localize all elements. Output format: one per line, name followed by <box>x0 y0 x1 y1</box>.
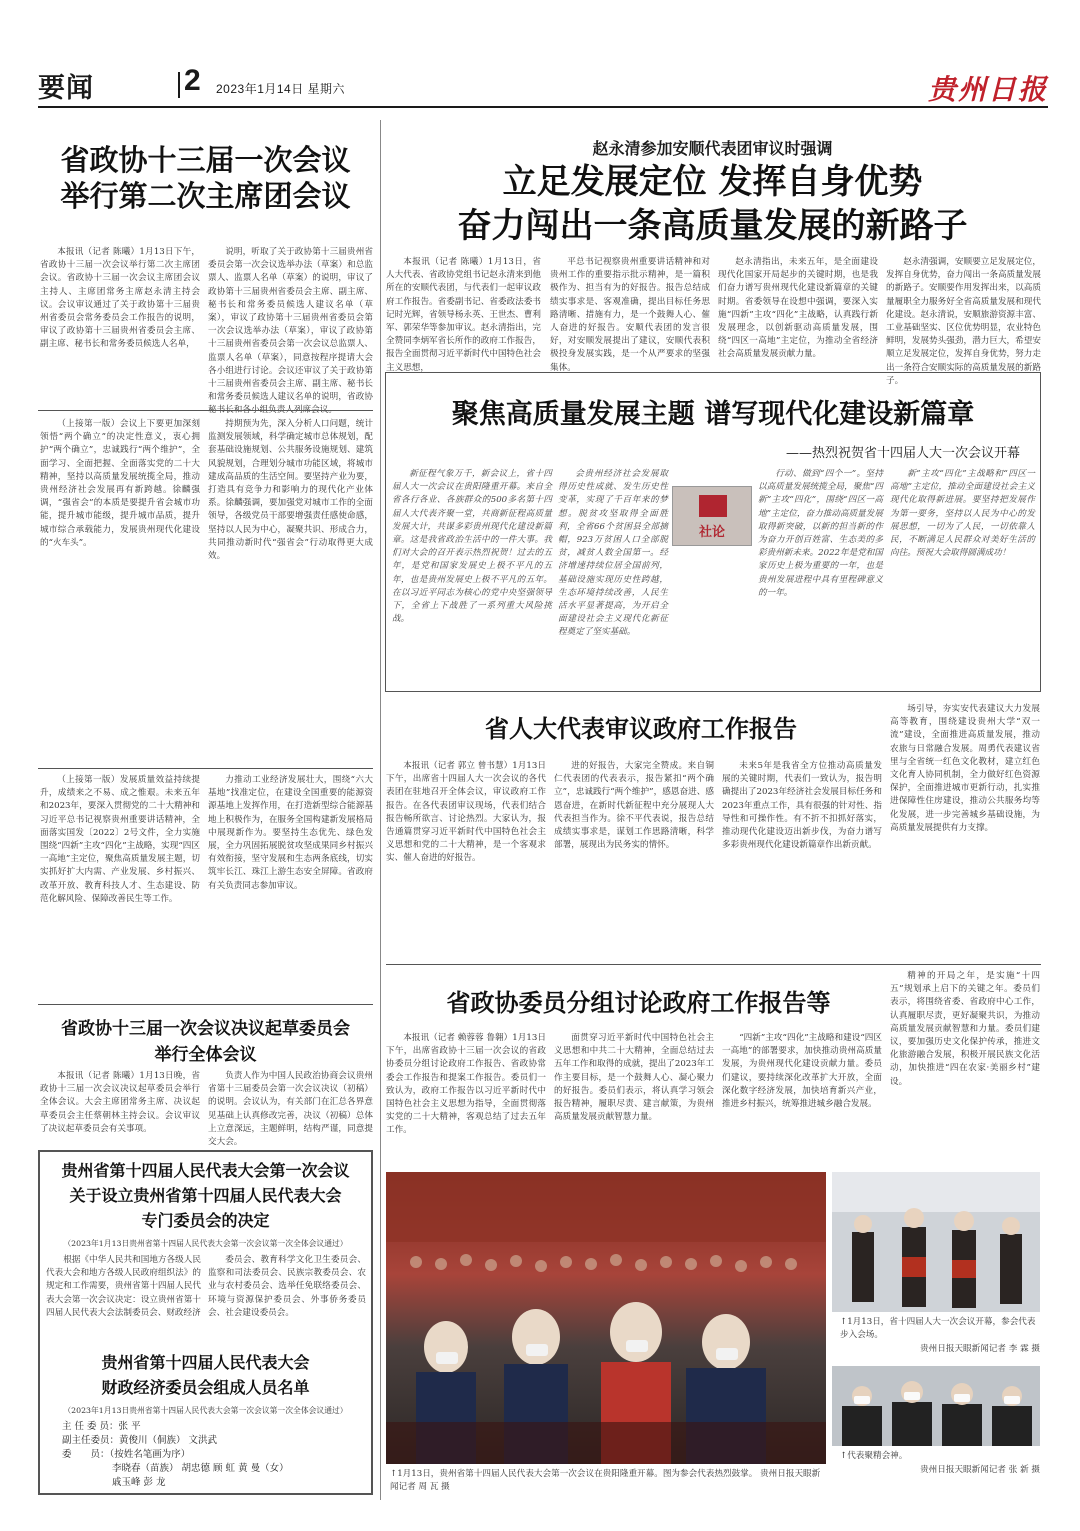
paragraph: 未来5年是我省全方位推动高质量发展的关键时期，代表们一致认为，报告明确提出了2023年经济社会发展目标任务和2023年重点工作，具有很强的针对性、指导性和可操作性。有不折不扣抓好落实，推动现代化建设迈出新步伐，为奋力谱写多彩贵州现代化建设新篇章作出新贡献。 <box>722 761 882 851</box>
commentary-badge-label: 社论 <box>698 525 725 540</box>
cppcc-groups-col4 <box>890 970 1040 1164</box>
cppcc-groups-col3 <box>722 1032 882 1164</box>
side-photo-2-caption: ↑代表聚精会神。 <box>840 1451 908 1461</box>
commentary-col1 <box>392 468 552 683</box>
roster-line: 主 任 委 员：张 平 <box>62 1421 141 1432</box>
paragraph: 说明，听取了关于政协第十三届贵州省委员会第一次会议选举办法（草案）和总监票人、监票人名单（草案）的说明，审议了政协第十三届贵州省委员会主席、副主席、秘书长和常务委员候选人建议名单（草案），审议了政协第十三届贵州省委员会第一次会议选举办法（草案），审议了政协第十三届贵州省委员会第一次会议总监票人、监票人名单（草案），同意按程序提请大会各小组进行讨论。会议还审议了关于政协第十三届贵州省委员会主席、副主席、秘书长和常务委员候选人建议名单的说明，省政协 <box>208 247 373 403</box>
paragraph: 行动、做到“四个一”。坚持以高质量发展统揽全局，聚焦“四新”主攻“四化”，围绕“四区一高地”主定位，奋力推动高质量发展取得新突破，以新的担当新的作为奋力开创百姓富、生态美的多彩贵州新未来。2022年是党和国家历史上极为重要的一年，也是贵州发展进程中具有里程碑意义的一年。 <box>758 469 883 598</box>
paragraph: 本报讯（记者 陈曦）1月13日晚，省政协十三届一次会议决议起草委员会举行全体会议。大会主席团常务主席、决议起草委员会主任蔡朝林主持会议。会议审议了决议起草委员会有关事项。 <box>40 1071 200 1134</box>
side-photo-1-credit: 贵州日报天眼新闻记者 李 霖 摄 <box>920 1344 1040 1354</box>
page-number: 2 <box>184 64 201 97</box>
roster-line: 副主任委员：黄俊川（侗族） 文洪武 <box>62 1435 218 1446</box>
main-photo <box>386 1172 826 1464</box>
paragraph: 根据《中华人民共和国地方各级人民代表大会和地方各级人民政府组织法》的规定和工作需要，贵州省第十四届人民代表大会第一次会议决定：设立贵州省第十四届人民代表大会法制委员会、财政经济 <box>46 1255 201 1318</box>
cppcc-presidium-title-line1: 省政协十三届一次会议 <box>60 143 351 177</box>
divider <box>38 1004 373 1005</box>
decision-col2 <box>208 1254 366 1340</box>
divider <box>38 768 373 769</box>
paragraph: 本报讯（记者 陈曦）1月13日下午，省政协十三届一次会议举行第二次主席团会议。省政协十三届一次会议主席团会议主持人、主席团常务主席赵永清主持会议。会议审议通过了关于政协第十三届贵州省委员会常务委员会工作报告的说明，审议了政协第十三届贵州省委员会主席、副主席、秘书长和常务委员候选人名单， <box>40 247 200 350</box>
npc-review-title: 省人大代表审议政府工作报告 <box>485 714 797 743</box>
paragraph: 进的好报告，大家完全赞成。来自铜仁代表团的代表表示，报告紧扣“两个确立”，忠诚践行“两个维护”，感恩奋进、感恩奋进，在新时代新征程中充分展现人大代表担当作为。徐不平代表说，报告总结成绩实事求是，谋划工作思路清晰，科学部署，展现出为民务实的情怀。 <box>554 761 714 851</box>
commentary-subtitle: ——热烈祝贺省十四届人大一次会议开幕 <box>785 446 1020 461</box>
roster-line: 戚玉峰 彭 龙 <box>112 1477 166 1488</box>
continued-2-col1 <box>40 774 200 999</box>
main-title-line1: 立足发展定位 发挥自身优势 <box>502 162 923 202</box>
npc-review-col2 <box>554 760 714 960</box>
assembly-photo-image <box>386 1172 826 1464</box>
roster-title-line1: 贵州省第十四届人民代表大会 <box>101 1353 310 1372</box>
paragraph: 新”主攻“四化”主战略和“四区一高地”主定位，推动全面建设社会主义现代化取得新进展。要坚持把发展作为第一要务，坚持以人民为中心的发展思想，一切为了人民，一切依靠人民，不断满足人民群众对美好生活的向往。预祝大会取得圆满成功！ <box>890 469 1035 559</box>
representatives-walking-image <box>832 1172 1040 1312</box>
side-photo-1-caption: ↑1月13日，省十四届人大一次会议开幕，参会代表步入会场。 <box>840 1317 1036 1340</box>
commentary-col4 <box>890 468 1035 683</box>
issue-date: 2023年1月14日 星期六 <box>216 82 346 96</box>
paragraph: （上接第一版）会议上下要更加深刻领悟“两个确立”的决定性意义，衷心拥护“两个确立”，忠诚践行“两个维护”，全面学习、全面把握、全面落实党的二十大精神，坚持以高质量发展统揽全局，推动贵州经济社会发展再有新跨越。徐麟强调，“强省会”的本质是要提升省会城市功能，提升城市能级，提升城市品质，提升城市综合承载能力，发展贵州现代化建设的“火车头”。 <box>40 419 200 548</box>
paragraph: 本报讯（记者 郭立 曾书慧）1月13日下午，出席省十四届人大一次会议的各代表团在驻地召开全体会议，审议政府工作报告。在各代表团审议现场，代表们结合报告畅所欲言、讨论热烈。大家认为，报告通篇贯穿习近平新时代中国特色社会主义思想和党的二十大精神，是一个客观求实、催人奋进的好报告。 <box>386 761 546 864</box>
draft-title-line1: 省政协十三届一次会议决议起草委员会 <box>61 1019 350 1039</box>
main-article-col4 <box>886 256 1041 386</box>
representatives-listening-image <box>832 1366 1040 1446</box>
paragraph: 本报讯（记者 陈曦）1月13日，省人大代表、省政协党组书记赵永清来到他所在的安顺代表团，与代表们一起审议政府工作报告。省委副书记、省委政法委书记时光辉，省领导杨永英、王世杰、曹利军、郭荣华等参加审议。赵永清指出，完全赞同李炳军省长所作的政府工作报告，报告全面贯彻习近平新时代中国特色社会主义思想， <box>386 257 541 373</box>
paragraph: 场引导，夯实安代表建议大力发展高等教育，围绕建设贵州大学“双一流”建设，全面推进高质量发展，推动农旅与日常融合发展。周勇代表建议省里与全省统一红色文化教材，建立红色文化育人协同机制，全力做好红色资源保护，全面推进城市更新行动，扎实推进保障性住房建设，推动公共服务均等化发展，进一步完善城乡基础设施，为高质量发展提供有力支撑。 <box>890 704 1040 833</box>
main-article-col2 <box>550 256 710 373</box>
main-article-col3 <box>718 256 878 360</box>
draft-committee-col2 <box>208 1070 373 1148</box>
continued-2-col2 <box>208 774 373 999</box>
roster-title-line2: 财政经济委员会组成人员名单 <box>101 1378 310 1397</box>
newspaper-logo: 贵州日报 <box>927 73 1048 106</box>
cppcc-presidium-title-line2: 举行第二次主席团会议 <box>60 179 351 214</box>
cppcc-presidium-col2 <box>208 246 373 404</box>
continued-1-col2 <box>208 418 373 763</box>
main-title-line2: 奋力闯出一条高质量发展的新路子 <box>457 206 968 246</box>
draft-title-line2: 举行全体会议 <box>154 1045 257 1065</box>
side-photo-2-credit: 贵州日报天眼新闻记者 张 新 摄 <box>920 1465 1040 1475</box>
paragraph: 平总书记视察贵州重要讲话精神和对贵州工作的重要指示批示精神，是一篇积极作为、担当有为的好报告。报告总结成绩实事求是、客观准确，提出目标任务思路清晰、措施有力，是一个鼓舞人心、催人奋进的好报告。安顺代表团的发言很好，对安顺发展提出了建议，安顺代表积极投身发展实践，是一个从严要求的坚强集体。 <box>550 257 710 373</box>
masthead <box>38 66 1048 104</box>
paragraph: 持期预为先，深入分析人口问题，统计监测发展领域，科学确定城市总体规划，配套基础设施规划、公共服务设施规划、建筑风貌规划，合理划分城市功能区域，将城市建成高品质的生活空间。要坚持产业为要，打造具有竞争力和影响力的现代化产业体系。徐麟强调，要加强党对城市工作的全面领导，各级党员干部要增强责任感使命感，坚持以人民为中心，凝聚共识、形成合力，共同推动新时代“强省会”行动取得更大成效。 <box>208 419 373 562</box>
column-separator <box>380 120 381 1500</box>
commentary-badge <box>672 486 752 546</box>
main-article-kicker: 赵永清参加安顺代表团审议时强调 <box>592 139 833 158</box>
paragraph: 赵永清强调，安顺要立足发展定位，发挥自身优势，奋力闯出一条高质量发展的新路子。安顺要作用发挥出来，以高质量履职全力服务好全省高质量发展和现代化建设。赵永清说，安顺旅游资源丰富、工业基础坚实、区位优势明显，农业特色鲜明，发展势头强劲，潜力巨大，希望安顺立足发展定位，发挥自身优势，努力走出一条符合安顺实际的高质量发展的新路子。 <box>886 257 1041 386</box>
paragraph: 委员会、教育科学文化卫生委员会、监察和司法委员会、民族宗教委员会、农业与农村委员会、选举任免联络委员会、环境与资源保护委员会、外事侨务委员会、社会建设委员会。 <box>208 1255 366 1318</box>
paragraph: 面贯穿习近平新时代中国特色社会主义思想和中共二十大精神，全面总结过去五年工作和取得的成就，提出了2023年工作主要目标，是一个鼓舞人心、凝心聚力的好报告。委员们表示，将认真学习领会报告精神，履职尽责、建言献策，为贵州高质量发展贡献智慧力量。 <box>554 1033 714 1123</box>
paragraph: 本报讯（记者 赖蓉蓉 鲁翱）1月13日下午，出席省政协十三届一次会议的省政协委员分组讨论政府工作报告、省政协常委会工作报告和提案工作报告。委员们一致认为，政府工作报告以习近平新时代中国特色社会主义思想为指导，全面贯彻落实党的二十大精神，客观总结了过去五年工作。 <box>386 1033 546 1136</box>
paragraph: 力推动工业经济发展壮大，围绕“六大基地”找准定位，在建设全国重要的能源资源基地上发挥作用，在打造新型综合能源基地上积极作为，在服务全国构建新发展格局中展现新作为。要坚持生态优先、绿色发展，全力巩固拓展脱贫攻坚成果同乡村振兴有效衔接，坚守发展和生态两条底线，切实筑牢长江、珠江上游生态安全屏障。省政府有关负责同志参加审议。 <box>208 775 373 891</box>
cppcc-presidium-title <box>38 142 373 215</box>
continued-1-col1 <box>40 418 200 763</box>
paragraph: 赵永清指出，未来五年，是全面建设现代化国家开局起步的关键时期，也是我们奋力谱写贵州现代化建设新篇章的关键时期。省委领导在设想中强调，要深入实施“四新”主攻“四化”主战略，认真践行新发展理念，以创新驱动高质量发展，围绕“四区一高地”主定位，为推动全省经济社会高质量发展贡献力量。 <box>718 257 878 360</box>
decision-note: （2023年1月13日贵州省第十四届人民代表大会第一次会议第一次全体会议通过） <box>63 1239 348 1248</box>
commentary-col3 <box>758 468 883 683</box>
draft-committee-title <box>38 1016 373 1068</box>
side-photo-2 <box>832 1366 1040 1446</box>
main-photo-caption: ↑1月13日，贵州省第十四届人民代表大会第一次会议在贵阳隆重开幕。图为参会代表热烈鼓掌。 贵州日报天眼新闻记者 周 瓦 摄 <box>390 1469 821 1492</box>
decision-title-line3: 专门委员会的决定 <box>141 1211 270 1230</box>
side-photo-1 <box>832 1172 1040 1312</box>
commentary-title: 聚焦高质量发展主题 谱写现代化建设新篇章 <box>451 399 975 430</box>
main-article-col1 <box>386 256 541 373</box>
paragraph: “四新”主攻“四化”主战略和建设“四区一高地”的部署要求，加快推动贵州高质量发展，为贵州现代化建设贡献力量。委员们建议，要持续深化改革扩大开放，全面深化数字经济发展，加快培育新兴产业，推进乡村振兴，统筹推进城乡融合发展。 <box>722 1033 882 1110</box>
decision-title-line1: 贵州省第十四届人民代表大会第一次会议 <box>61 1161 350 1180</box>
masthead-rule <box>38 106 1048 108</box>
roster-title <box>42 1350 369 1400</box>
commentary-col2 <box>558 468 668 683</box>
npc-review-col1 <box>386 760 546 960</box>
draft-committee-col1 <box>40 1070 200 1142</box>
paragraph: 会贵州经济社会发展取得历史性成就、发生历史性变革，实现了千百年来的梦想。脱贫攻坚取得全面胜利，全省66个贫困县全部摘帽，923万贫困人口全部脱贫，减贫人数全国第一。经济增速持续位居全国前列，基础设施实现历史性跨越，生态环境持续改善，人民生活水平显著提高，为开启全面建设社会主义现代化新征程奠定了坚实基础。 <box>558 469 668 638</box>
paragraph: 精神的开局之年，是实施“十四五”规划承上启下的关键之年。委员们表示，将围绕省委、省政府中心工作，认真履职尽责，更好凝聚共识，为推动高质量发展贡献智慧和力量。委员们建议，要加强历史文化保护传承，推进文化旅游融合发展，积极开展民族文化活动，加快推进“四在农家·美丽乡村”建设。 <box>890 971 1040 1087</box>
npc-review-col4 <box>890 703 1040 960</box>
decision-title <box>42 1158 369 1233</box>
seal-icon <box>699 495 727 517</box>
paragraph: 新征程气象万千，新会议上，省十四届人大一次会议在贵阳隆重开幕。来自全省各行各业、各族群众的500多名第十四届人大代表齐聚一堂，共商新征程高质量发展大计，共谋多彩贵州现代化建设新篇章。这是我省政治生活中的一件大事。我们对大会的召开表示热烈祝贺！过去的五年，是党和国家发展史上极不平凡的五年，也是贵州发展史上极不平凡的五年。在以习近平同志为核心的党中央坚强领导下，全省上下战胜了一系列重大风险挑战。 <box>392 469 552 625</box>
divider <box>38 410 373 411</box>
paragraph: 负责人作为中国人民政治协商会议贵州省第十三届委员会第一次会议决议（初稿）的说明。会议认为，有关部门在汇总各界意见基础上认真修改完善，决议（初稿）总体上立意深远，主题鲜明，结构严谨，同意提交大会。 <box>208 1071 373 1148</box>
npc-review-col3 <box>722 760 882 960</box>
decision-title-line2: 关于设立贵州省第十四届人民代表大会 <box>69 1186 342 1205</box>
roster-line: 李晓春（苗族） 胡忠德 顾 虹 黄 曼（女） <box>112 1463 289 1474</box>
main-article-title <box>385 160 1040 248</box>
roster-list <box>62 1420 362 1490</box>
paragraph: （上接第一版）发展质量效益持续提升，成绩来之不易、成之惟艰。未来五年和2023年，要深入贯彻党的二十大精神和习近平总书记视察贵州重要讲话精神，全面落实国发〔2022〕2号文件，全力实施围绕“四新”主攻“四化”主战略，实现“四区一高地”主定位，聚焦高质量发展主题，切实抓好扩大内需、产业发展、乡村振兴、改革开放、教育科技人才、生态建设、防范化解风险、保障改善民生等工作。 <box>40 775 200 904</box>
divider <box>386 964 1041 965</box>
roster-note: （2023年1月13日贵州省第十四届人民代表大会第一次会议第一次全体会议通过） <box>63 1406 348 1415</box>
cppcc-presidium-col1 <box>40 246 200 404</box>
cppcc-groups-col1 <box>386 1032 546 1164</box>
cppcc-groups-title: 省政协委员分组讨论政府工作报告等 <box>446 988 831 1017</box>
roster-line: 委 员：（按姓名笔画为序） <box>62 1449 191 1460</box>
section-title: 要闻 <box>38 73 94 104</box>
cppcc-groups-col2 <box>554 1032 714 1164</box>
section-divider <box>178 72 180 98</box>
decision-col1 <box>46 1254 201 1340</box>
